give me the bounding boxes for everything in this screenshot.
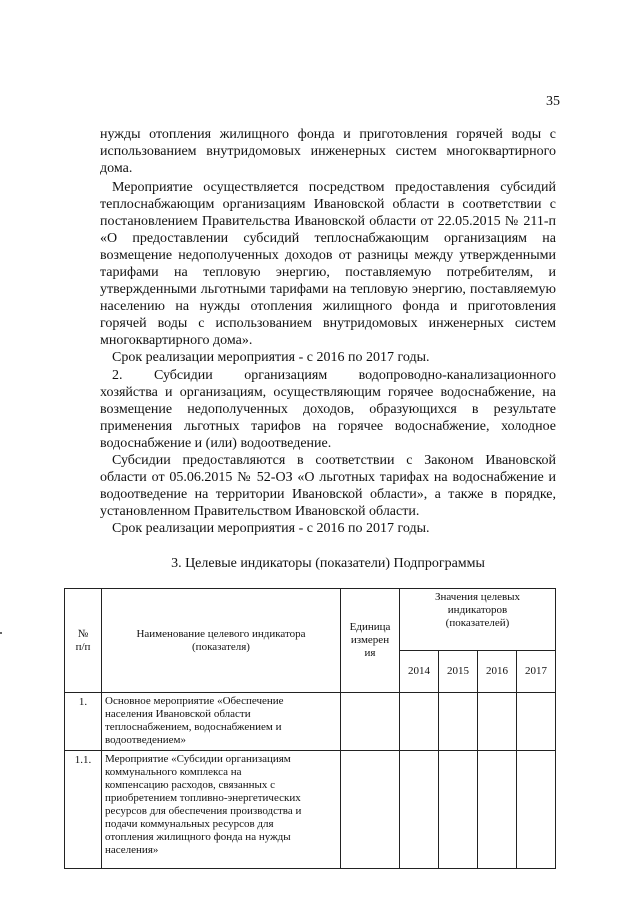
row-value bbox=[400, 751, 439, 869]
text-line: Мероприятие осуществляется посредством предоставления субсидий bbox=[112, 180, 556, 195]
paragraph-term bbox=[100, 349, 556, 366]
text-line: установленном Правительством Ивановской области. bbox=[100, 504, 420, 519]
paragraph-term bbox=[100, 520, 556, 537]
row-value bbox=[478, 693, 517, 751]
text-line: использованием внутридомовых инженерных систем многоквартирного bbox=[100, 144, 556, 159]
text-line: «О предоставлении субсидий теплоснабжающим организациям на bbox=[100, 231, 556, 246]
text-line: населению на нужды отопления жилищного фонда и приготовления bbox=[100, 299, 556, 314]
text-line: Субсидии предоставляются в соответствии с Законом Ивановской bbox=[112, 453, 556, 468]
indicators-table bbox=[64, 588, 556, 869]
header-year: 2017 bbox=[517, 651, 556, 693]
text-line: водоотведение на территории Ивановской области», а также в порядке, bbox=[100, 487, 556, 502]
text-line: возмещение недополученных доходов от разницы между утвержденными bbox=[100, 248, 556, 263]
row-value bbox=[478, 751, 517, 869]
header-name: Наименование целевого индикатора (показателя) bbox=[102, 589, 341, 693]
text-line: утвержденными льготными тарифами на тепловую энергию, поставляемую bbox=[100, 282, 556, 297]
section-heading: 3. Целевые индикаторы (показатели) Подпрограммы bbox=[171, 556, 485, 571]
header-num: № п/п bbox=[65, 589, 102, 693]
text-line: Срок реализации мероприятия - с 2016 по 2017 годы. bbox=[112, 521, 430, 536]
row-value bbox=[439, 693, 478, 751]
text-line: тарифами на тепловую энергию, поставляемую потребителям, и bbox=[100, 265, 556, 280]
scan-speck bbox=[0, 632, 2, 634]
header-values-group: Значения целевых индикаторов (показателей) bbox=[400, 589, 556, 651]
row-unit bbox=[341, 693, 400, 751]
text-line: теплоснабжающим организациям Ивановской области в соответствии с bbox=[100, 197, 556, 212]
text-line: водоснабжение и (или) водоотведение. bbox=[100, 436, 332, 451]
text-line: возмещение недополученных доходов, образующихся в результате bbox=[100, 402, 556, 417]
header-year: 2016 bbox=[478, 651, 517, 693]
text-line: применения льготных тарифов на горячее водоснабжение, холодное bbox=[100, 419, 556, 434]
table-row bbox=[65, 751, 556, 869]
text-line: многоквартирного дома». bbox=[100, 333, 253, 348]
text-line: постановлением Правительства Ивановской области от 22.05.2015 № 211-п bbox=[100, 214, 556, 229]
text-line: 2. Субсидии организациям водопроводно-канализационного bbox=[112, 368, 556, 383]
text-line: области от 05.06.2015 № 52-ОЗ «О льготных тарифах на водоснабжение и bbox=[100, 470, 556, 485]
paragraph-subsidies-water bbox=[100, 367, 556, 452]
text-line: Срок реализации мероприятия - с 2016 по 2017 годы. bbox=[112, 350, 430, 365]
row-name: Мероприятие «Субсидии организациям коммунального комплекса на компенсацию расходов, связанных с приобретением топливно-энергетических ресурсов для обеспечения производства и подачи коммунальных ресурсов для отопления жилищного фонда на нужды населения» bbox=[102, 751, 341, 869]
table-row bbox=[65, 693, 556, 751]
row-number: 1.1. bbox=[65, 751, 102, 869]
text-line: хозяйства и организациям, осуществляющим горячее водоснабжение, на bbox=[100, 385, 556, 400]
header-unit: Единица измерен ия bbox=[341, 589, 400, 693]
text-line: дома. bbox=[100, 161, 133, 176]
paragraph-continuation bbox=[100, 126, 556, 177]
header-year: 2014 bbox=[400, 651, 439, 693]
paragraph-subsidies-law bbox=[100, 452, 556, 520]
row-name: Основное мероприятие «Обеспечение населения Ивановской области теплоснабжением, водоснабжением и водоотведением» bbox=[102, 693, 341, 751]
page-number: 35 bbox=[546, 94, 560, 109]
row-value bbox=[400, 693, 439, 751]
text-line: нужды отопления жилищного фонда и приготовления горячей воды с bbox=[100, 127, 556, 142]
paragraph-measure-description bbox=[100, 179, 556, 349]
text-line: горячей воды с использованием внутридомовых инженерных систем bbox=[100, 316, 556, 331]
row-value bbox=[517, 693, 556, 751]
header-year: 2015 bbox=[439, 651, 478, 693]
row-value bbox=[517, 751, 556, 869]
row-value bbox=[439, 751, 478, 869]
row-unit bbox=[341, 751, 400, 869]
row-number: 1. bbox=[65, 693, 102, 751]
